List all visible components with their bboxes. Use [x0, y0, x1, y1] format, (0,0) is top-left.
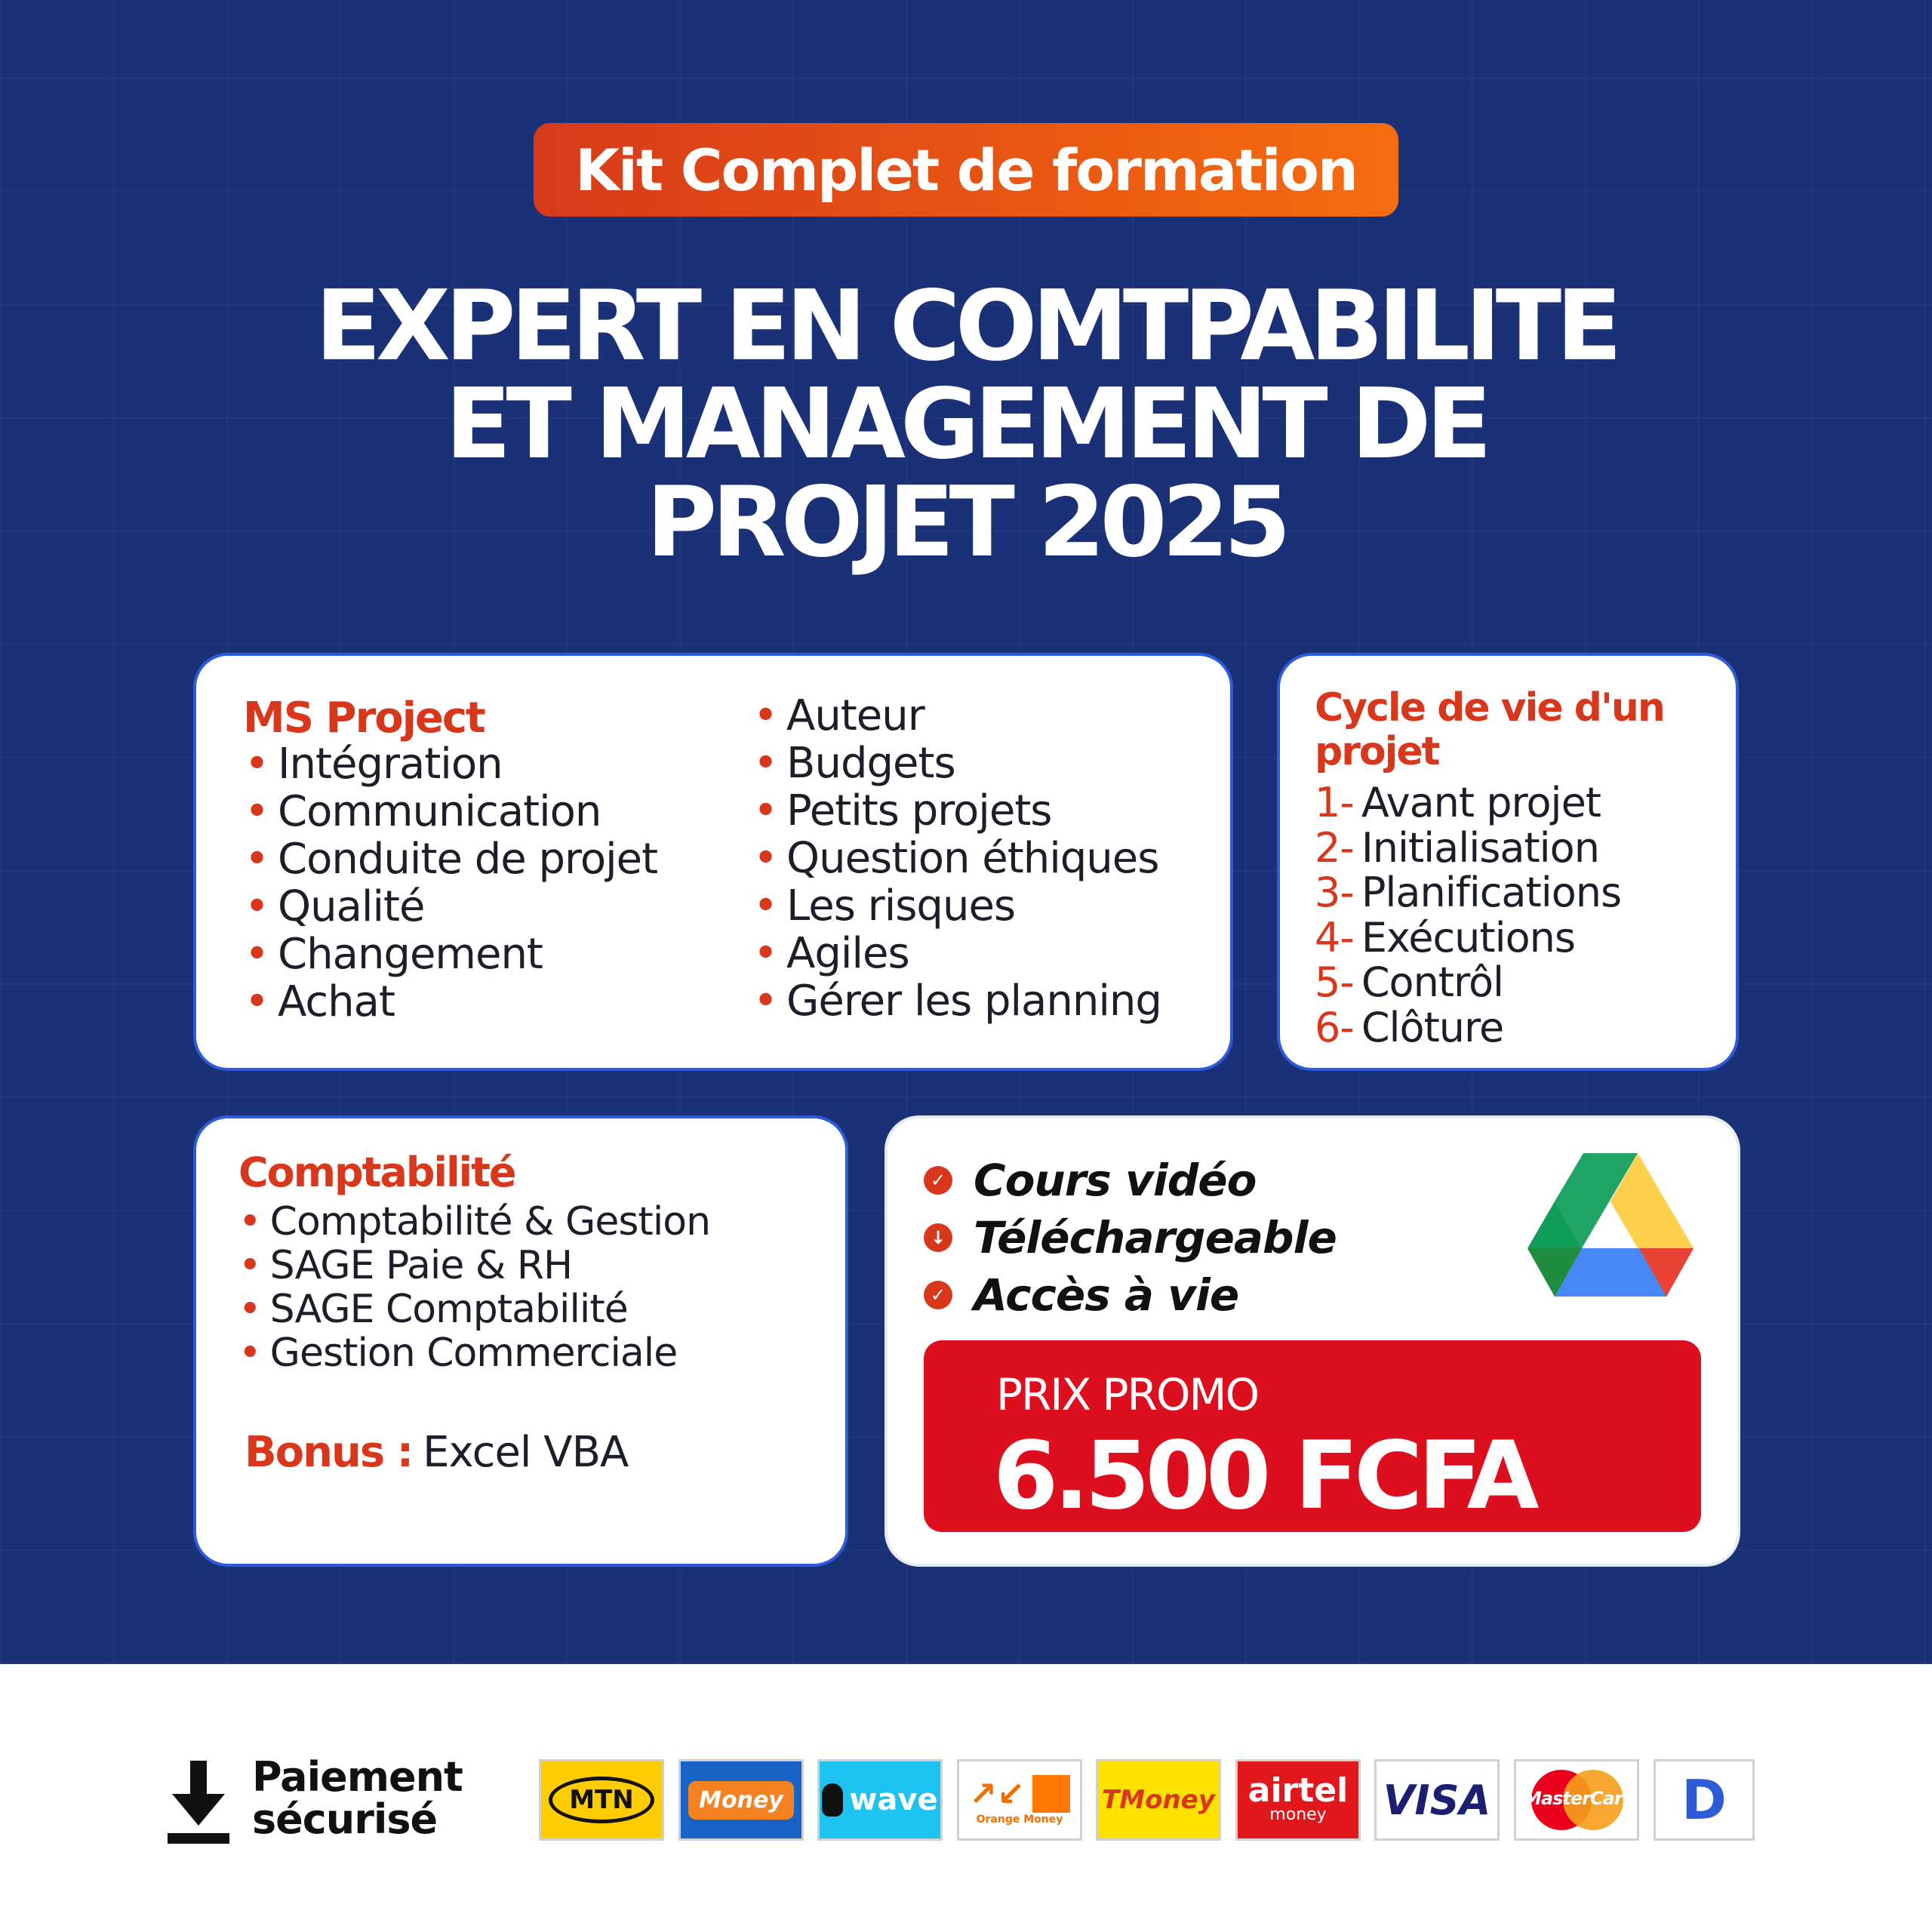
list-item: 2- Initialisation	[1315, 823, 1599, 872]
ms-project-heading: MS Project	[243, 694, 485, 743]
orange-money-logo: ↗↙ Orange Money	[957, 1759, 1082, 1841]
price-box	[924, 1340, 1701, 1532]
feature-cours-video: ✓ Cours vidéo	[924, 1155, 1256, 1206]
promo-card	[884, 1115, 1740, 1567]
google-drive-icon	[1527, 1153, 1694, 1301]
feature-acces-a-vie: ✓ Accès à vie	[924, 1269, 1238, 1321]
comptabilite-list	[238, 1200, 710, 1375]
list-item: • Comptabilité & Gestion	[238, 1199, 711, 1244]
comptabilite-heading: Comptabilité	[238, 1149, 515, 1196]
list-item: • Budgets	[753, 739, 955, 788]
cycle-list	[1315, 780, 1621, 1050]
title-line-3: PROJET 2025	[646, 466, 1286, 579]
bonus-label: Bonus :	[245, 1428, 413, 1477]
list-item: • Auteur	[753, 691, 924, 740]
bonus-value: Excel VBA	[423, 1428, 629, 1477]
moov-money-logo: Money	[678, 1759, 804, 1841]
list-item: • Intégration	[245, 740, 503, 789]
check-circle-icon: ✓	[924, 1281, 952, 1309]
list-item: 4- Exécutions	[1315, 913, 1575, 961]
mtn-logo: MTN	[539, 1759, 664, 1841]
list-item: 1- Avant projet	[1315, 779, 1601, 826]
mastercard-logo: MasterCard	[1514, 1759, 1639, 1841]
list-item: • Gérer les planning	[753, 977, 1161, 1026]
list-item: 3- Planifications	[1315, 869, 1622, 916]
ms-project-right-list	[753, 692, 1161, 1025]
list-item: • Achat	[245, 977, 395, 1026]
comptabilite-card	[193, 1115, 848, 1567]
list-item: • Qualité	[245, 882, 425, 931]
download-circle-icon: ↓	[924, 1223, 952, 1252]
visa-logo: VISA	[1374, 1759, 1500, 1841]
page-title	[113, 270, 1819, 579]
list-item: • Petits projets	[753, 786, 1052, 835]
kit-badge: Kit Complet de formation	[534, 123, 1398, 217]
list-item: • Les risques	[753, 881, 1016, 931]
price-value: 6.500 FCFA	[993, 1422, 1535, 1531]
payment-section	[0, 1664, 1932, 1932]
airtel-money-logo: airtel money	[1235, 1759, 1361, 1841]
list-item: • Conduite de projet	[245, 835, 658, 884]
price-label: PRIX PROMO	[996, 1369, 1259, 1420]
list-item: • Changement	[245, 930, 543, 979]
payment-label: Paiement sécurisé	[252, 1753, 463, 1843]
list-item: • Question éthiques	[753, 834, 1159, 883]
list-item: • Agiles	[753, 929, 909, 978]
bonus-line	[245, 1428, 628, 1477]
title-line-1: EXPERT EN COMTPABILITE	[315, 270, 1617, 383]
list-item: 5- Contrôl	[1315, 958, 1504, 1006]
list-item: • Gestion Commerciale	[238, 1331, 678, 1376]
wave-logo: wave	[817, 1759, 943, 1841]
tmoney-logo: TMoney	[1096, 1759, 1221, 1841]
feature-telechargeable: ↓ Téléchargeable	[924, 1212, 1337, 1263]
list-item: • Communication	[245, 787, 601, 836]
ms-project-card	[193, 653, 1233, 1071]
list-item: • SAGE Comptabilité	[238, 1287, 628, 1332]
cycle-card	[1277, 653, 1739, 1071]
download-icon	[168, 1761, 229, 1844]
list-item: 6- Clôture	[1315, 1003, 1504, 1051]
check-circle-icon: ✓	[924, 1166, 952, 1195]
cycle-heading: Cycle de vie d'un projet	[1315, 685, 1664, 774]
dj-logo: D	[1654, 1759, 1755, 1841]
ms-project-left-list	[245, 740, 657, 1026]
list-item: • SAGE Paie & RH	[238, 1243, 573, 1288]
penguin-icon	[822, 1783, 843, 1817]
title-line-2: ET MANAGEMENT DE	[445, 368, 1487, 481]
